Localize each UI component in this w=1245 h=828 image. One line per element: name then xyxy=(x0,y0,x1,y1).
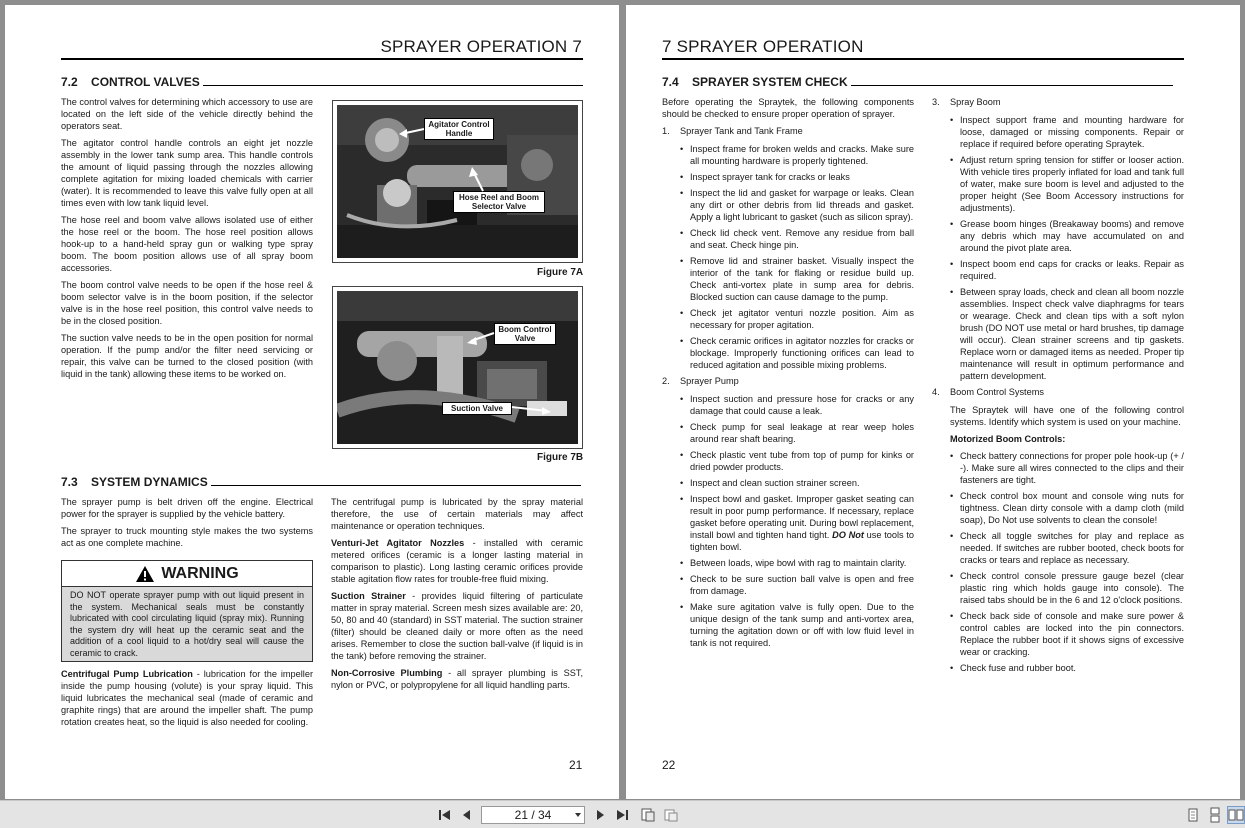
list-number: 1. xyxy=(662,126,670,136)
definition: - all sprayer plumbing is SST, nylon or PVC, or polypropylene for all liquid handling parts. xyxy=(331,668,583,690)
section-rule xyxy=(203,76,583,86)
pump-checklist xyxy=(662,393,914,649)
warning-header xyxy=(62,561,312,587)
section-7-2-heading xyxy=(61,75,583,89)
list-item: • Check control box mount and console wing nuts for tightness. Clean dirty console with a damp cloth (mild soap), Do Not use solvents to clean the console! xyxy=(932,490,1184,526)
callout-agitator-control-handle: Agitator Control Handle xyxy=(424,118,494,140)
list-item: • Between spray loads, check and clean all boom nozzle assemblies. Inspect check valve diaphragms for tears or wearage. Check and clean tips with a soft nylon brush (DO NOT use metal or hard brushes, tip damage will occur). Clean strainer screens and tip gaskets. Replace worn or damaged items as needed. Proper tip maintenance will result in optimum performance and pattern development. xyxy=(932,286,1184,382)
warning-title: WARNING xyxy=(161,564,239,582)
list-item: • Inspect support frame and mounting hardware for loose, damaged or missing components. Repair or replace if required before operating Spraytek. xyxy=(932,114,1184,150)
list-item: • Inspect suction and pressure hose for cracks or any damage that could cause a leak. xyxy=(662,393,914,417)
two-page-icon[interactable] xyxy=(1228,807,1244,823)
page-indicator-text: 21 / 34 xyxy=(514,808,552,822)
section-7-4-heading xyxy=(662,75,1184,89)
item-text: use tools to tighten bowl. xyxy=(690,530,915,552)
viewer-toolbar xyxy=(0,800,1245,828)
list-title: Boom Control Systems xyxy=(950,387,1044,397)
item-text: Inspect bowl and gasket. Improper gasket seating can result in poor pump performance. If necessary, replace gasket before operating unit. During bowl replacement, install bowl and tighten hand tight. xyxy=(690,494,914,540)
list-heading-4 xyxy=(932,386,1184,398)
plumbing-paragraph xyxy=(331,667,583,691)
subheading: Motorized Boom Controls: xyxy=(950,434,1066,444)
list-item: • Grease boom hinges (Breakaway booms) and remove any debris which may have accumulated on and around the pivot plate area. xyxy=(932,218,1184,254)
section-number: 7.4 xyxy=(662,75,679,89)
definition: - installed with ceramic metered orifices (ceramic is a longer lasting material in comparison to plastic). Long lasting ceramic orifices provide stable agitation flow rates for trouble-free fluid mixing. xyxy=(331,538,583,584)
list-item: • Make sure agitation valve is fully open. Due to the unique design of the tank sump and anti-vortex area, turning the agitation down or off with low fluid level in tank is not required. xyxy=(662,601,914,649)
list-number: 4. xyxy=(932,387,940,397)
single-page-icon[interactable] xyxy=(1185,807,1201,823)
page-number: 22 xyxy=(662,758,676,772)
warning-text: DO NOT operate sprayer pump with out liquid present in the system. Mechanical seals must be constantly lubricated with cool circulating liquid (spray mix). Running the system dry will heat up the ceramic seat and the addition of a cool liquid to a hot/dry seal will cause the ceramic to crack. xyxy=(70,590,304,658)
paragraph: The sprayer to truck mounting style makes the two systems act as one complete machine. xyxy=(61,526,313,548)
list-item: • Check control console pressure gauge bezel (clear plastic ring which holds gauge into console). The raised tabs should be in the 6 and 12 o'clock positions. xyxy=(932,570,1184,606)
page-number-input[interactable] xyxy=(481,806,585,824)
list-item: • Inspect frame for broken welds and cracks. Make sure all mounting hardware is properly tightened. xyxy=(662,143,914,167)
list-heading-1 xyxy=(662,125,914,137)
list-item: • Check pump for seal leakage at rear weep holes around rear shaft bearing. xyxy=(662,421,914,445)
suction-paragraph xyxy=(331,590,583,662)
list-item: • Check jet agitator venturi nozzle position. Aim as necessary for proper agitation. xyxy=(662,307,914,331)
tank-checklist xyxy=(662,143,914,371)
boom-checklist xyxy=(932,114,1184,382)
left-page-header: SPRAYER OPERATION 7 xyxy=(380,37,582,56)
section-number: 7.3 xyxy=(61,475,78,489)
section-rule xyxy=(851,76,1173,86)
list-item: • Inspect sprayer tank for cracks or leaks xyxy=(662,171,914,183)
term: Non-Corrosive Plumbing xyxy=(331,668,443,678)
paragraph: The centrifugal pump is lubricated by the spray material therefore, the use of certain materials may affect maintenance or operation techniques. xyxy=(331,497,583,531)
list-item: • Remove lid and strainer basket. Visually inspect the interior of the tank for flaking or residue build up. Check anti-vortex plate in sump area for debris. Blocked suction can cause damage to the pump. xyxy=(662,255,914,303)
list-item: • Check fuse and rubber boot. xyxy=(932,662,1184,674)
continuous-icon[interactable] xyxy=(1207,807,1223,823)
section-7-2-body xyxy=(61,96,313,385)
header-rule xyxy=(662,58,1184,60)
page-number: 21 xyxy=(569,758,583,772)
figure-7b-photo xyxy=(332,286,583,449)
callout-arrows xyxy=(333,101,584,264)
list-item: • Check lid check vent. Remove any residue from ball and seat. Check hinge pin. xyxy=(662,227,914,251)
paragraph: The Spraytek will have one of the following control systems. Identify which system is used on your machine. xyxy=(950,405,1184,427)
paragraph: The boom control valve needs to be open if the hose reel & boom selector valve is in the boom position, if the selector valve is in the hose reel position, this control valve needs to be in the closed position. xyxy=(61,280,313,326)
fit-width-icon[interactable] xyxy=(663,807,679,823)
list-item xyxy=(662,493,914,553)
figure-7b-caption: Figure 7B xyxy=(537,452,584,463)
list-item: • Between loads, wipe bowl with rag to maintain clarity. xyxy=(662,557,914,569)
callout-hose-reel-selector: Hose Reel and Boom Selector Valve xyxy=(453,191,545,213)
term: Centrifugal Pump Lubrication xyxy=(61,669,193,679)
next-page-icon[interactable] xyxy=(592,807,608,823)
section-number: 7.2 xyxy=(61,75,78,89)
section-7-3-col1 xyxy=(61,496,313,554)
prev-page-icon[interactable] xyxy=(459,807,475,823)
list-item: • Inspect and clean suction strainer screen. xyxy=(662,477,914,489)
fit-page-icon[interactable] xyxy=(640,807,656,823)
list-title: Spray Boom xyxy=(950,97,1001,107)
list-item: • Check back side of console and make sure power & control cables are locked into the pin connectors. Replace the rubber boot if it shows signs of excessive wear or cracking. xyxy=(932,610,1184,658)
paragraph: The sprayer pump is belt driven off the engine. Electrical power for the sprayer is supplied by the vehicle battery. xyxy=(61,497,313,519)
paragraph: The control valves for determining which accessory to use are located on the left side of the vehicle directly behind the operators seat. xyxy=(61,97,313,131)
boom-control-checklist xyxy=(932,450,1184,674)
list-title: Sprayer Pump xyxy=(680,376,739,386)
callout-suction-valve: Suction Valve xyxy=(442,402,512,415)
list-title: Sprayer Tank and Tank Frame xyxy=(680,126,803,136)
last-page-icon[interactable] xyxy=(614,807,630,823)
intro-paragraph: Before operating the Spraytek, the following components should be checked to ensure proper operation of sprayer. xyxy=(662,97,914,119)
emphasis: DO Not xyxy=(832,530,864,540)
list-item: • Check ceramic orifices in agitator nozzles for cracks or blockage. Improperly functioning orifices can lead to reduced agitation and possible mixing problems. xyxy=(662,335,914,371)
section-7-3-heading xyxy=(61,475,583,489)
section-7-4-col1 xyxy=(662,96,914,653)
list-number: 3. xyxy=(932,97,940,107)
section-rule xyxy=(211,476,581,486)
list-number: 2. xyxy=(662,376,670,386)
chevron-down-icon[interactable] xyxy=(575,813,581,817)
warning-box xyxy=(61,560,313,662)
paragraph: The agitator control handle controls an eight jet nozzle assembly in the lower tank sump area. This handle controls the amount of liquid passing through the nozzles allowing complete agitation for mixing loaded chemicals with carrier (water). It is recommended to leave this valve fully open at all times even with low tank liquid level. xyxy=(61,138,313,208)
definition: - lubrication for the impeller inside the pump housing (volute) is your spray liquid. This liquid lubricates the mechanical seal (made of ceramic and graphite rings) that are around the impeller shaft. The pump rotation creates heat, so the liquid is also needed for cooling. xyxy=(61,669,314,727)
callout-boom-control-valve: Boom Control Valve xyxy=(494,323,556,345)
header-rule xyxy=(61,58,583,60)
list-item: • Inspect boom end caps for cracks or leaks. Repair as required. xyxy=(932,258,1184,282)
figure-7a-photo xyxy=(332,100,583,263)
centrifugal-pump-paragraph xyxy=(61,668,313,728)
right-page xyxy=(626,5,1240,799)
venturi-paragraph xyxy=(331,537,583,585)
callout-arrows xyxy=(333,287,584,450)
list-item: • Check to be sure suction ball valve is open and free from damage. xyxy=(662,573,914,597)
section-title: SYSTEM DYNAMICS xyxy=(91,475,208,489)
paragraph: The hose reel and boom valve allows isolated use of either the hose reel or the boom. The hose reel position allows hook-up to a hand-held spray gun or walking type spray boom. The boom position allows use of all spray boom accessories. xyxy=(61,215,313,273)
paragraph: The suction valve needs to be in the open position for normal operation. If the pump and/or the filter need servicing or repair, this valve can be turned to the closed position (with liquid in the tank) allowing these items to be worked on. xyxy=(61,333,313,379)
section-7-3-col2 xyxy=(331,496,583,696)
list-item: • Check plastic vent tube from top of pump for kinks or dried powder products. xyxy=(662,449,914,473)
first-page-icon[interactable] xyxy=(437,807,453,823)
right-page-header: 7 SPRAYER OPERATION xyxy=(662,37,864,56)
list-item: • Check all toggle switches for play and replace as needed. If switches are rubber booted, check boots for cracks or tears and replace as necessary. xyxy=(932,530,1184,566)
term: Suction Strainer xyxy=(331,591,406,601)
definition: - provides liquid filtering of particulate matter in spray material. Screen mesh sizes available are: 20, 50, 80 and 40 (standard) in SST material. The suction strainer (filter) should be cleaned daily or more often as the need arises. Remember to close the suction ball-valve (if liquid is in the tank) before removing the strainer. xyxy=(331,591,583,661)
list-item: • Check battery connections for proper pole hook-up (+ / -). Make sure all wires connected to the clips and their fasteners are tight. xyxy=(932,450,1184,486)
section-7-4-col2 xyxy=(932,96,1184,678)
term: Venturi-Jet Agitator Nozzles xyxy=(331,538,465,548)
list-heading-2 xyxy=(662,375,914,387)
warning-triangle-icon xyxy=(135,565,155,583)
list-item: • Inspect the lid and gasket for warpage or leaks. Clean any dirt or other debris from lid threads and gasket. Apply a light lubricant to gasket (such as silicon spray). xyxy=(662,187,914,223)
list-heading-3 xyxy=(932,96,1184,108)
list-item: • Adjust return spring tension for stiffer or looser action. With vehicle tires properly inflated for load and tank full of water, make sure boom is level and adjusted to the proper height (See Boom Accessory instructions for adjustments). xyxy=(932,154,1184,214)
figure-7a-caption: Figure 7A xyxy=(537,267,584,278)
left-page xyxy=(5,5,619,799)
section-title: SPRAYER SYSTEM CHECK xyxy=(692,75,848,89)
section-title: CONTROL VALVES xyxy=(91,75,200,89)
